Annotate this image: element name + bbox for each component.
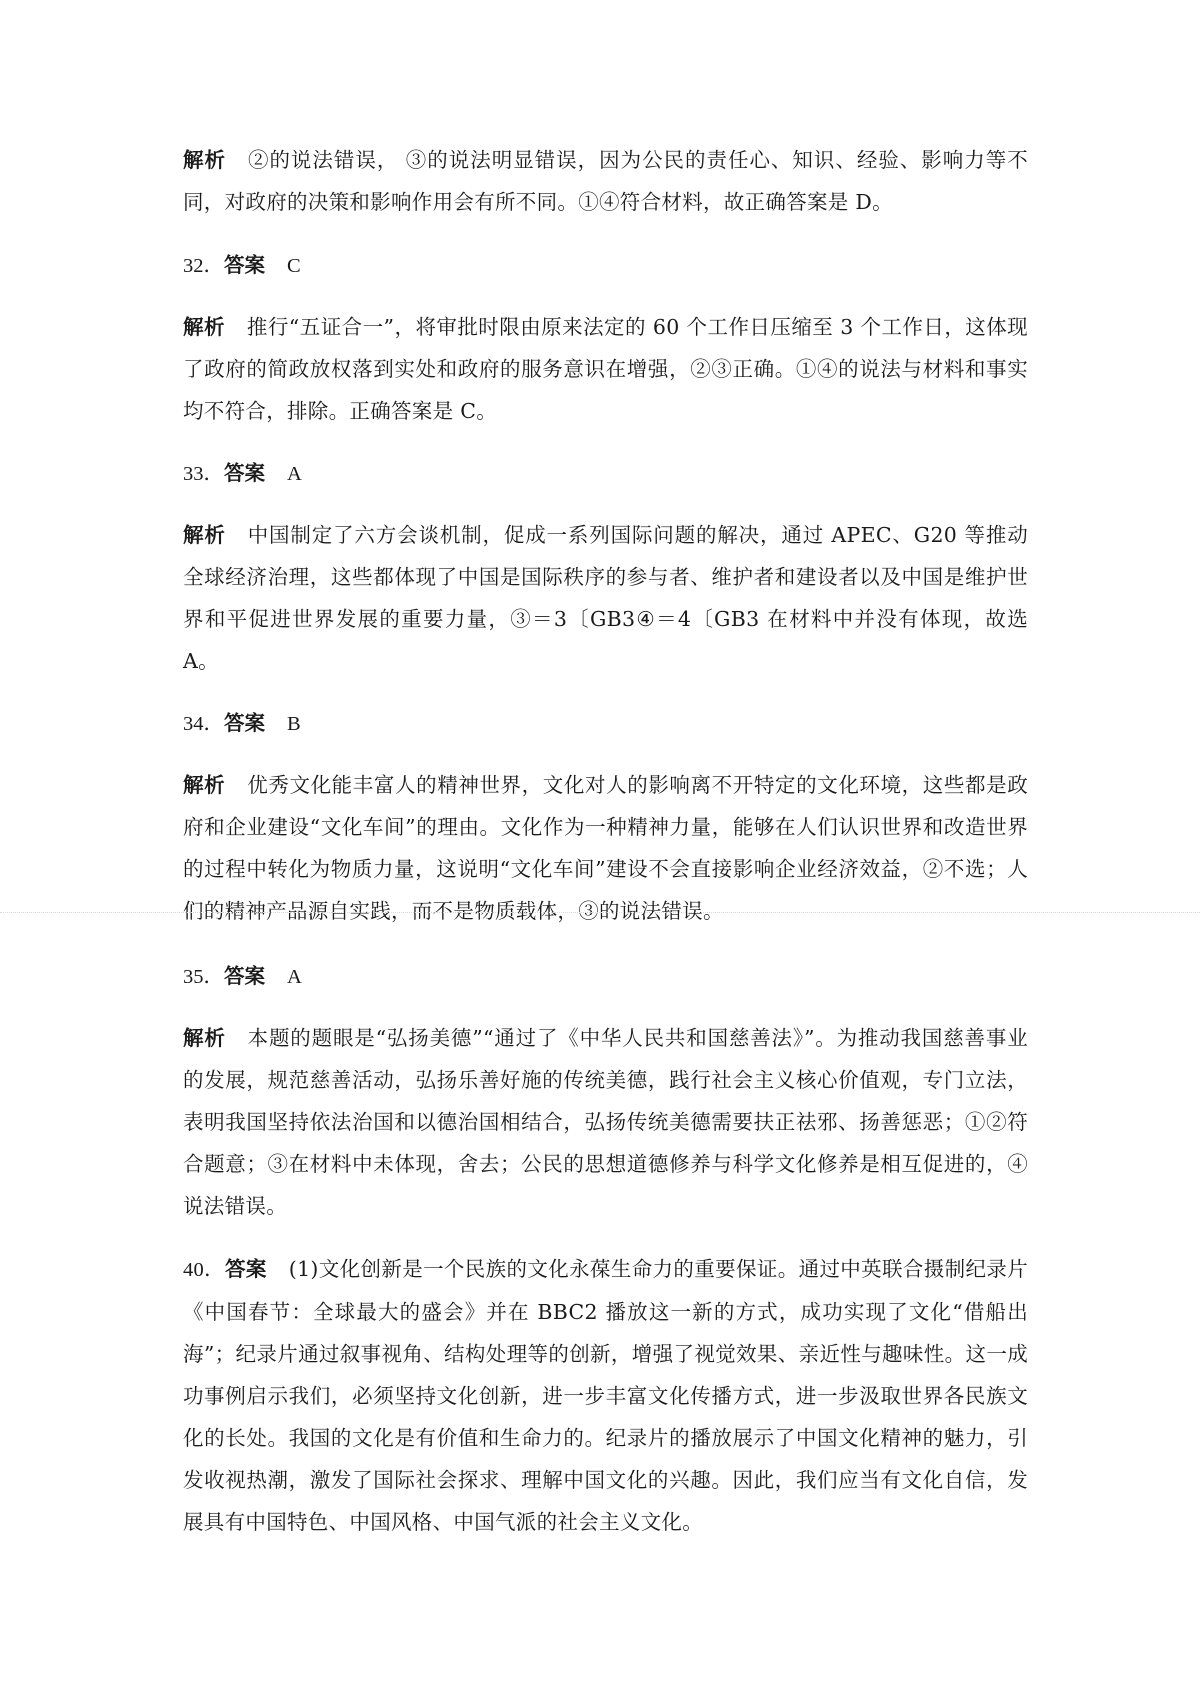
analysis-label: 解析	[183, 315, 225, 339]
q32-analysis	[183, 306, 1028, 432]
q34-answer: B	[287, 713, 301, 735]
q35-number: 35．	[183, 966, 224, 988]
analysis-label: 解析	[183, 1026, 226, 1050]
q34-answer-line	[183, 702, 1028, 745]
q32-answer: C	[287, 255, 301, 277]
page-divider	[0, 912, 1200, 913]
q35-analysis	[183, 1017, 1028, 1227]
q40-answer-text: (1)文化创新是一个民族的文化永葆生命力的重要保证。通过中英联合摄制纪录片《中国春节：全球最大的盛会》并在 BBC2 播放这一新的方式，成功实现了文化“借船出海”；纪录片通过叙事视角、结构处理等的创新，增强了视觉效果、亲近性与趣味性。这一成功事例启示我们，必须坚持文化创新，进一步丰富文化传播方式，进一步汲取世界各民族文化的长处。我国的文化是有价值和生命力的。纪录片的播放展示了中国文化精神的魅力，引发收视热潮，激发了国际社会探求、理解中国文化的兴趣。因此，我们应当有文化自信，发展具有中国特色、中国风格、中国气派的社会主义文化。	[183, 1257, 1028, 1534]
q33-analysis-text: 中国制定了六方会谈机制，促成一系列国际问题的解决，通过 APEC、G20 等推动全球经济治理，这些都体现了中国是国际秩序的参与者、维护者和建设者以及中国是维护世界和平促进世界发展的重要力量，③＝3〔GB3④＝4〔GB3 在材料中并没有体现，故选 A。	[183, 523, 1028, 673]
answer-label: 答案	[225, 1257, 267, 1281]
q34-number: 34．	[183, 713, 224, 735]
q32-analysis-text: 推行“五证合一”，将审批时限由原来法定的 60 个工作日压缩至 3 个工作日，这体现了政府的简政放权落到实处和政府的服务意识在增强，②③正确。①④的说法与材料和事实均不符合，排除。正确答案是 C。	[183, 315, 1028, 423]
q40-number: 40．	[183, 1259, 226, 1281]
q35-answer: A	[287, 966, 302, 988]
q34-analysis	[183, 764, 1028, 932]
q33-number: 33．	[183, 463, 224, 485]
answer-label: 答案	[224, 964, 265, 988]
answer-label: 答案	[224, 461, 265, 485]
q31-analysis	[183, 139, 1028, 223]
q31-analysis-text: ②的说法错误， ③的说法明显错误，因为公民的责任心、知识、经验、影响力等不同，对政府的决策和影响作用会有所不同。①④符合材料，故正确答案是 D。	[183, 148, 1028, 214]
analysis-label: 解析	[183, 148, 226, 172]
analysis-label: 解析	[183, 523, 226, 547]
q32-number: 32．	[183, 255, 224, 277]
q32-answer-line	[183, 244, 1028, 287]
q33-answer: A	[287, 463, 302, 485]
answer-label: 答案	[224, 711, 265, 735]
q35-answer-line	[183, 955, 1028, 998]
q33-answer-line	[183, 452, 1028, 495]
analysis-label: 解析	[183, 773, 226, 797]
q40-answer	[183, 1248, 1028, 1543]
q33-analysis	[183, 514, 1028, 682]
q34-analysis-text: 优秀文化能丰富人的精神世界，文化对人的影响离不开特定的文化环境，这些都是政府和企业建设“文化车间”的理由。文化作为一种精神力量，能够在人们认识世界和改造世界的过程中转化为物质力量，这说明“文化车间”建设不会直接影响企业经济效益，②不选；人们的精神产品源自实践，而不是物质载体，③的说法错误。	[183, 773, 1028, 923]
q35-analysis-text: 本题的题眼是“弘扬美德”“通过了《中华人民共和国慈善法》”。为推动我国慈善事业的发展，规范慈善活动，弘扬乐善好施的传统美德，践行社会主义核心价值观，专门立法，表明我国坚持依法治国和以德治国相结合，弘扬传统美德需要扶正祛邪、扬善惩恶；①②符合题意；③在材料中未体现，舍去；公民的思想道德修养与科学文化修养是相互促进的，④说法错误。	[183, 1026, 1028, 1218]
answer-label: 答案	[224, 253, 265, 277]
